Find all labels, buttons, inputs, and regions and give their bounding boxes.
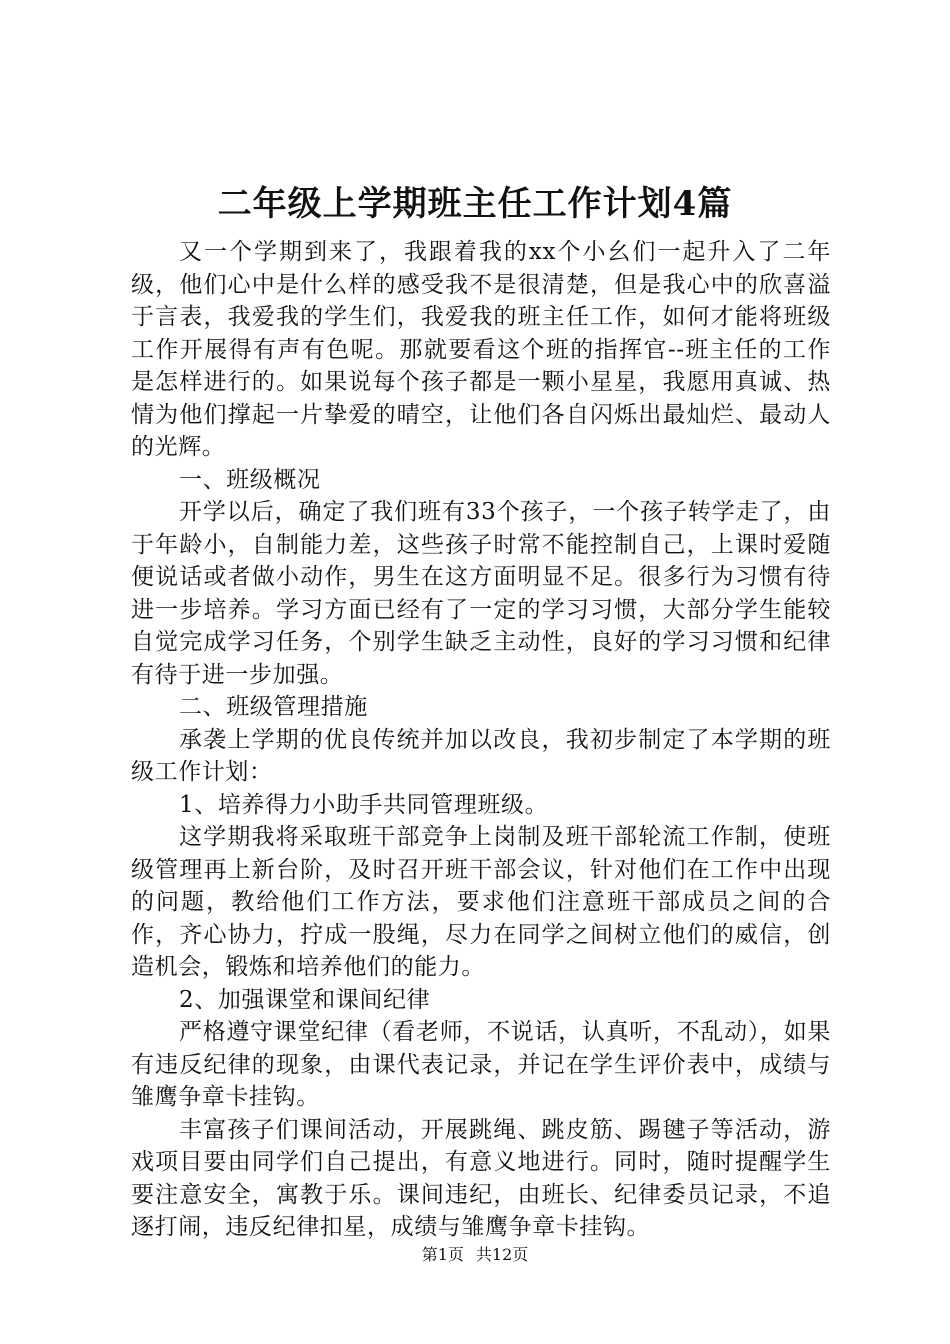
subheading-discipline: 2、加强课堂和课间纪律	[179, 986, 431, 1013]
document-title: 二年级上学期班主任工作计划4篇	[217, 184, 733, 224]
document-body	[131, 236, 831, 1244]
page-footer	[0, 1243, 950, 1267]
page-total: 共12页	[475, 1245, 529, 1264]
heading-class-overview: 一、班级概况	[179, 466, 321, 493]
paragraph-class-overview: 开学以后，确定了我们班有33个孩子，一个孩子转学走了，由于年龄小，自制能力差，这些孩子时常不能控制自己，上课时爱随便说话或者做小动作，男生在这方面明显不足。很多行为习惯有待进一步培养。学习方面已经有了一定的学习习惯，大部分学生能较自觉完成学习任务，个别学生缺乏主动性，良好的学习习惯和纪律有待于进一步加强。	[131, 499, 831, 688]
paragraph-recess-activities: 丰富孩子们课间活动，开展跳绳、跳皮筋、踢毽子等活动，游戏项目要由同学们自己提出，有意义地进行。同时，随时提醒学生要注意安全，寓教于乐。课间违纪，由班长、纪律委员记录，不追逐打闹，违反纪律扣星，成绩与雏鹰争章卡挂钩。	[131, 1116, 831, 1240]
paragraph-classroom-discipline: 严格遵守课堂纪律（看老师，不说话，认真听，不乱动），如果有违反纪律的现象，由课代表记录，并记在学生评价表中，成绩与雏鹰争章卡挂钩。	[131, 1019, 831, 1110]
heading-management-measures: 二、班级管理措施	[179, 694, 368, 720]
paragraph-plan-intro: 承袭上学期的优良传统并加以改良，我初步制定了本学期的班级工作计划：	[131, 726, 831, 785]
subheading-helpers: 1、培养得力小助手共同管理班级。	[179, 791, 549, 818]
paragraph-intro: 又一个学期到来了，我跟着我的xx个小幺们一起升入了二年级，他们心中是什么样的感受我不是很清楚，但是我心中的欣喜溢于言表，我爱我的学生们，我爱我的班主任工作，如何才能将班级工作开展得有声有色呢。那就要看这个班的指挥官--班主任的工作是怎样进行的。如果说每个孩子都是一颗小星星，我愿用真诚、热情为他们撑起一片挚爱的晴空，让他们各自闪烁出最灿烂、最动人的光辉。	[131, 239, 831, 460]
page-number: 第1页	[421, 1245, 464, 1264]
paragraph-helpers: 这学期我将采取班干部竞争上岗制及班干部轮流工作制，使班级管理再上新台阶，及时召开班干部会议，针对他们在工作中出现的问题，教给他们工作方法，要求他们注意班干部成员之间的合作，齐心协力，拧成一股绳，尽力在同学之间树立他们的威信，创造机会，锻炼和培养他们的能力。	[131, 824, 831, 980]
